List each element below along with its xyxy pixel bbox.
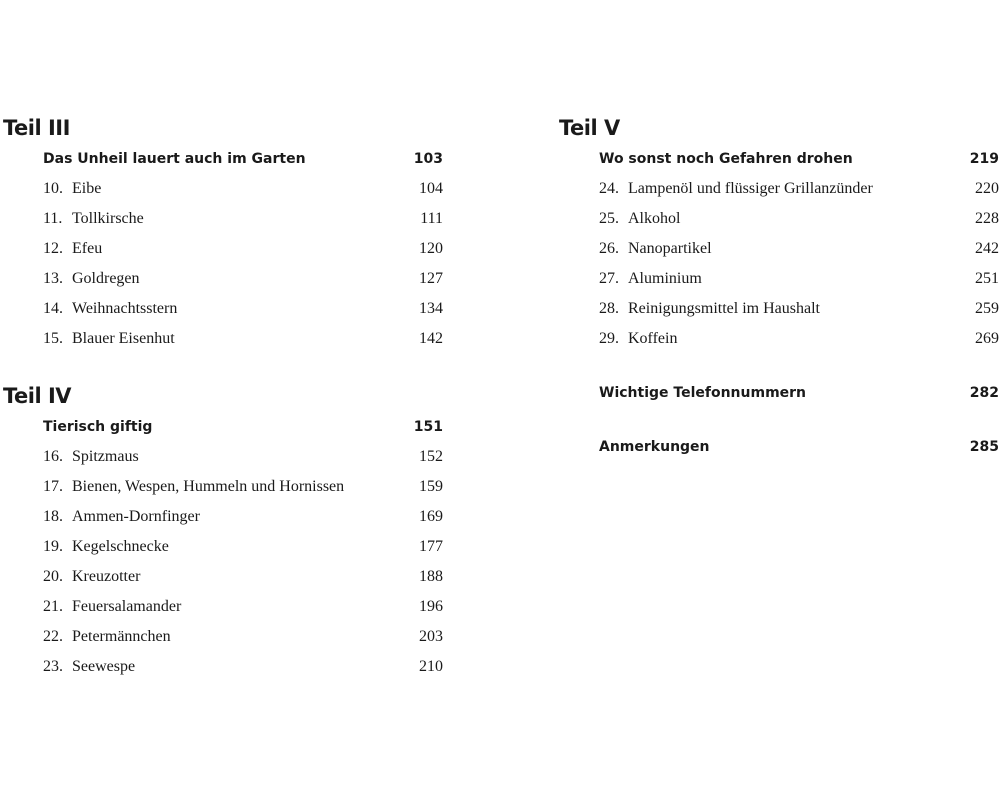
chapter-label: Bienen, Wespen, Hummeln und Hornissen — [72, 478, 345, 495]
chapter-number: 24. — [599, 180, 619, 197]
chapter-page: 177 — [419, 538, 443, 555]
chapter-label: Eibe — [72, 180, 102, 197]
chapter-label: Alkohol — [628, 210, 681, 227]
chapter-label: Weihnachtsstern — [72, 300, 178, 317]
toc-chapter-row[interactable] — [3, 562, 443, 592]
chapter-number: 16. — [43, 448, 63, 465]
chapter-page: 159 — [419, 478, 443, 495]
chapter-label: Lampenöl und flüssiger Grillanzünder — [628, 180, 873, 197]
chapter-number: 25. — [599, 210, 619, 227]
chapter-page: 203 — [419, 628, 443, 645]
chapter-number: 22. — [43, 628, 63, 645]
chapter-label: Nanopartikel — [628, 240, 712, 257]
chapter-page: 142 — [419, 330, 443, 347]
section-label: Wichtige Telefonnummern — [599, 385, 807, 401]
toc-chapter-row[interactable] — [559, 324, 999, 354]
chapter-page: 152 — [419, 448, 443, 465]
toc-chapter-row[interactable] — [3, 204, 443, 234]
chapter-label: Blauer Eisenhut — [72, 330, 175, 347]
chapter-page: 134 — [419, 300, 443, 317]
chapter-number: 12. — [43, 240, 63, 257]
chapter-label: Koffein — [628, 330, 678, 347]
chapter-page: 111 — [420, 210, 443, 227]
chapter-number: 23. — [43, 658, 63, 675]
toc-chapter-row[interactable] — [559, 174, 999, 204]
chapter-label: Kreuzotter — [72, 568, 141, 585]
toc-chapter-row[interactable] — [3, 294, 443, 324]
chapter-label: Kegelschnecke — [72, 538, 169, 555]
chapter-label: Aluminium — [628, 270, 702, 287]
section-page: 285 — [969, 439, 999, 455]
chapter-label: Reinigungsmittel im Haushalt — [628, 300, 820, 317]
chapter-page: 188 — [419, 568, 443, 585]
part-title-iv: Teil IV — [3, 384, 72, 408]
toc-section-row[interactable] — [3, 144, 443, 174]
toc-chapter-row[interactable] — [3, 652, 443, 682]
toc-section-row[interactable] — [3, 412, 443, 442]
toc-chapter-row[interactable] — [559, 264, 999, 294]
chapter-label: Ammen-Dornfinger — [72, 508, 200, 525]
section-label: Das Unheil lauert auch im Garten — [43, 151, 306, 167]
section-label: Tierisch giftig — [43, 419, 153, 435]
chapter-page: 120 — [419, 240, 443, 257]
toc-right-column — [559, 112, 999, 462]
toc-chapter-row[interactable] — [3, 234, 443, 264]
toc-chapter-row[interactable] — [3, 472, 443, 502]
chapter-number: 20. — [43, 568, 63, 585]
chapter-page: 196 — [419, 598, 443, 615]
chapter-page: 242 — [975, 240, 999, 257]
section-page: 103 — [413, 151, 443, 167]
toc-section-row[interactable] — [559, 144, 999, 174]
section-label: Wo sonst noch Gefahren drohen — [599, 151, 853, 167]
chapter-label: Efeu — [72, 240, 103, 257]
chapter-number: 29. — [599, 330, 619, 347]
toc-left-column — [3, 112, 443, 682]
chapter-page: 169 — [419, 508, 443, 525]
chapter-number: 27. — [599, 270, 619, 287]
toc-chapter-row[interactable] — [3, 592, 443, 622]
chapter-label: Petermännchen — [72, 628, 171, 645]
chapter-label: Goldregen — [72, 270, 140, 287]
toc-chapter-row[interactable] — [559, 204, 999, 234]
chapter-page: 127 — [419, 270, 443, 287]
toc-chapter-row[interactable] — [3, 532, 443, 562]
chapter-page: 210 — [419, 658, 443, 675]
chapter-label: Feuersalamander — [72, 598, 182, 615]
chapter-number: 28. — [599, 300, 619, 317]
section-page: 282 — [969, 385, 999, 401]
section-label: Anmerkungen — [599, 439, 710, 455]
toc-chapter-row[interactable] — [3, 324, 443, 354]
section-page: 151 — [413, 419, 443, 435]
toc-chapter-row[interactable] — [3, 174, 443, 204]
chapter-number: 18. — [43, 508, 63, 525]
section-spacer — [559, 354, 999, 378]
toc-chapter-row[interactable] — [3, 502, 443, 532]
chapter-label: Tollkirsche — [72, 210, 144, 227]
toc-chapter-row[interactable] — [3, 622, 443, 652]
toc-chapter-row[interactable] — [3, 264, 443, 294]
toc-chapter-row[interactable] — [559, 234, 999, 264]
chapter-number: 14. — [43, 300, 63, 317]
chapter-page: 269 — [975, 330, 999, 347]
chapter-number: 19. — [43, 538, 63, 555]
toc-phone-numbers-row[interactable] — [559, 378, 999, 408]
chapter-page: 259 — [975, 300, 999, 317]
part-title-v: Teil V — [559, 116, 620, 140]
chapter-page: 104 — [419, 180, 443, 197]
toc-chapter-row[interactable] — [559, 294, 999, 324]
chapter-label: Spitzmaus — [72, 448, 139, 465]
chapter-number: 26. — [599, 240, 619, 257]
chapter-page: 220 — [975, 180, 999, 197]
chapter-page: 251 — [975, 270, 999, 287]
chapter-number: 17. — [43, 478, 63, 495]
chapter-number: 15. — [43, 330, 63, 347]
chapter-number: 10. — [43, 180, 63, 197]
chapter-page: 228 — [975, 210, 999, 227]
toc-chapter-row[interactable] — [3, 442, 443, 472]
part-title-iii: Teil III — [3, 116, 70, 140]
section-spacer — [559, 408, 999, 432]
chapter-label: Seewespe — [72, 658, 136, 675]
chapter-number: 21. — [43, 598, 63, 615]
chapter-number: 13. — [43, 270, 63, 287]
part-spacer — [3, 354, 443, 380]
toc-notes-row[interactable] — [559, 432, 999, 462]
chapter-number: 11. — [43, 210, 63, 227]
section-page: 219 — [969, 151, 999, 167]
